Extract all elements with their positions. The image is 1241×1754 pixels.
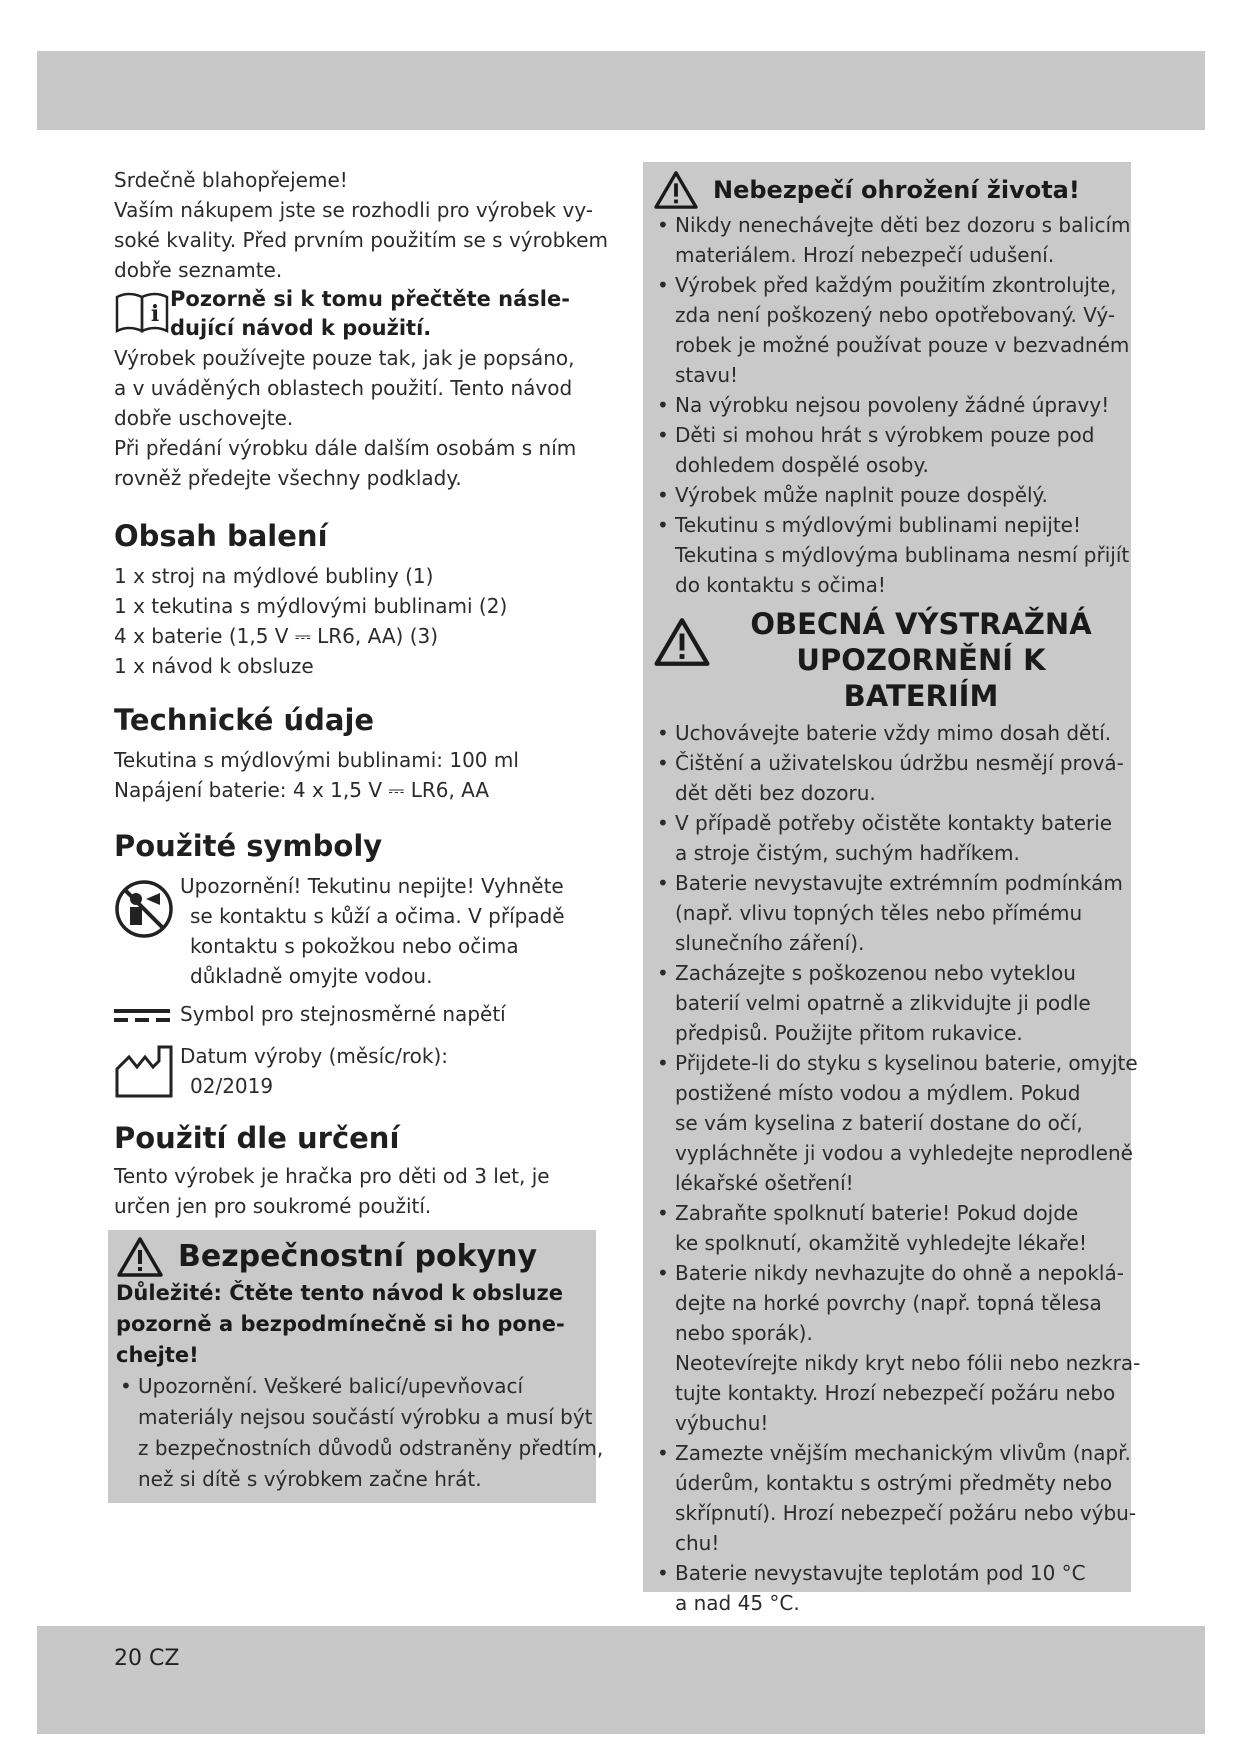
symbols-heading: Použité symboly (114, 829, 383, 863)
list-item: • Baterie nevystavujte extrémním podmínkám (např. vlivu topných těles nebo přímému slunečního záření). (653, 868, 1123, 958)
list-item: • Nikdy nenechávejte děti bez dozoru s balicím materiálem. Hrozí nebezpečí udušení. (653, 210, 1123, 270)
tech-list: Tekutina s mýdlovými bublinami: 100 ml Napájení baterie: 4 x 1,5 V ⎓ LR6, AA (114, 748, 519, 802)
list-item: • Baterie nevystavujte teplotám pod 10 °C a nad 45 °C. (653, 1558, 1123, 1618)
list-item: • Uchovávejte baterie vždy mimo dosah dětí. (653, 718, 1123, 748)
list-item: 1 x návod k obsluze (114, 654, 314, 678)
list-item: • Na výrobku nejsou povoleny žádné úpravy! (653, 390, 1123, 420)
manual-book-icon (114, 289, 170, 335)
footer-band (37, 1626, 1205, 1734)
warning-triangle-icon (653, 616, 711, 668)
safety-heading: Bezpečnostní pokyny (116, 1236, 588, 1278)
battery-bullets (653, 718, 1141, 1618)
use-heading: Použití dle určení (114, 1121, 400, 1155)
warning-triangle-icon (653, 170, 699, 210)
list-item: • Děti si mohou hrát s výrobkem pouze pod dohledem dospělé osoby. (653, 420, 1123, 480)
page-number: 20 CZ (114, 1646, 180, 1671)
list-item: • Výrobek může naplnit pouze dospělý. (653, 480, 1123, 510)
tech-heading: Technické údaje (114, 703, 375, 737)
contents-heading: Obsah balení (114, 519, 328, 553)
list-item: • Zacházejte s poškozenou nebo vyteklou baterií velmi opatrně a zlikvidujte ji podle předpisů. Použijte přitom rukavice. (653, 958, 1123, 1048)
symbol-date-row: Datum výroby (měsíc/rok): 02/2019 (114, 1041, 604, 1101)
list-item: 1 x stroj na mýdlové bubliny (1) (114, 564, 434, 588)
battery-heading: OBECNÁ VÝSTRAŽNÁ UPOZORNĚNÍ K BATERIÍM (653, 606, 1123, 714)
list-item: 1 x tekutina s mýdlovými bublinami (2) (114, 594, 508, 618)
svg-text:i: i (150, 301, 160, 327)
list-item: • V případě potřeby očistěte kontakty baterie a stroje čistým, suchým hadříkem. (653, 808, 1123, 868)
left-column (114, 165, 608, 1221)
intro-text: Srdečně blahopřejeme! Vaším nákupem jste se rozhodli pro výrobek vy- soké kvality. Před prvním použitím se s výrobkem dobře seznamte. (114, 168, 608, 282)
use-text: Tento výrobek je hračka pro děti od 3 let, je určen jen pro soukromé použití. (114, 1164, 550, 1218)
symbol-warning-row: Upozornění! Tekutinu nepijte! Vyhněte se kontaktu s kůží a očima. V případě kontaktu s pokožkou nebo očima důkladně omyjte vodou. (114, 871, 604, 991)
read-manual-notice: i Pozorně si k tomu přečtěte násle- dující návod k použití. (114, 285, 604, 343)
list-item: • Tekutinu s mýdlovými bublinami nepijte! Tekutina s mýdlovýma bublinama nesmí přijít do kontaktu s očima! (653, 510, 1123, 600)
list-item: • Výrobek před každým použitím zkontrolujte, zda není poškozený nebo opotřebovaný. Vý- robek je možné používat pouze v bezvadném stavu! (653, 270, 1123, 390)
symbol-dc-row: Symbol pro stejnosměrné napětí (114, 999, 604, 1029)
list-item: • Upozornění. Veškeré balicí/upevňovací materiály nejsou součástí výrobku a musí být z bezpečnostních důvodů odstraněny předtím, než si dítě s výrobkem začne hrát. (116, 1371, 588, 1495)
list-item: • Baterie nikdy nevhazujte do ohně a nepoklá- dejte na horké povrchy (např. topná tělesa nebo sporák). Neotevírejte nikdy kryt nebo fólii nebo nezkra- tujte kontakty. Hrozí nebezpečí požáru nebo výbuchu! (653, 1258, 1123, 1438)
danger-bullets (653, 210, 1131, 600)
intro-after-text: Výrobek používejte pouze tak, jak je popsáno, a v uváděných oblastech použití. Tento návod dobře uschovejte. Při předání výrobku dále dalším osobám s ním rovněž předejte všechny podklady. (114, 346, 577, 490)
list-item: • Zamezte vnějším mechanickým vlivům (např. úderům, kontaktu s ostrými předměty nebo skřípnutí). Hrozí nebezpečí požáru nebo výbu- chu! (653, 1438, 1123, 1558)
safety-bullets (116, 1371, 604, 1495)
warnings-box (643, 162, 1141, 1615)
header-band (37, 51, 1205, 130)
dc-voltage-icon (114, 1003, 172, 1027)
danger-heading: Nebezpečí ohrožení života! (653, 170, 1123, 210)
safety-box (108, 1230, 604, 1503)
list-item: • Čištění a uživatelskou údržbu nesmějí prová- dět děti bez dozoru. (653, 748, 1123, 808)
list-item: • Přijdete-li do styku s kyselinou baterie, omyjte postižené místo vodou a mýdlem. Pokud se vám kyselina z baterií dostane do očí, vypláchněte ji vodou a vyhledejte neprodleně lékařské ošetření! (653, 1048, 1123, 1198)
warning-triangle-icon (116, 1236, 164, 1278)
list-item: • Zabraňte spolknutí baterie! Pokud dojde ke spolknutí, okamžitě vyhledejte lékaře! (653, 1198, 1123, 1258)
no-drinking-icon (114, 879, 174, 939)
list-item: 4 x baterie (1,5 V ⎓ LR6, AA) (3) (114, 624, 439, 648)
safety-important: Důležité: Čtěte tento návod k obsluze pozorně a bezpodmínečně si ho pone- chejte! (116, 1281, 565, 1367)
contents-list (114, 561, 604, 681)
factory-date-icon (114, 1043, 174, 1099)
